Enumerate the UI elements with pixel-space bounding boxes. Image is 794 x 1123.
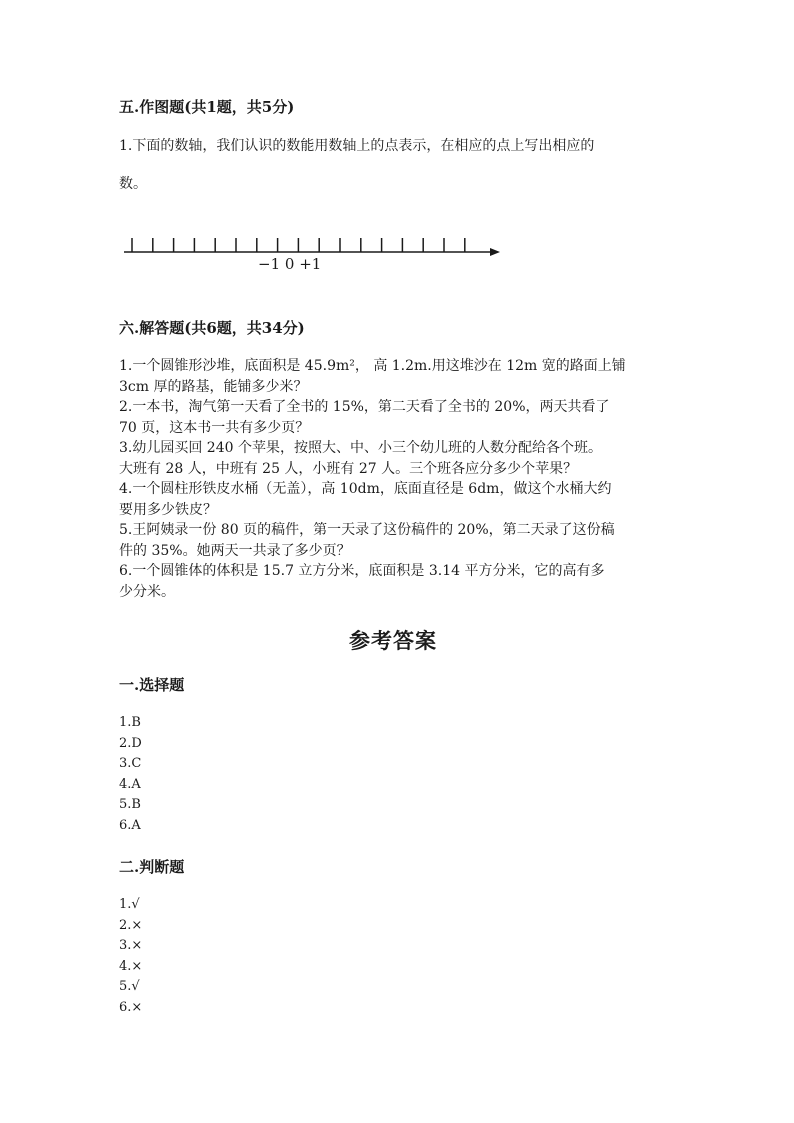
question-line: 5.王阿姨录一份 80 页的稿件，第一天录了这份稿件的 20%，第二天录了这份稿	[119, 522, 615, 538]
answers-section2-list	[119, 895, 142, 1018]
answer-item: 1.B	[119, 715, 141, 730]
answer-item: 5.B	[119, 797, 141, 812]
section6-question-list	[119, 356, 626, 602]
question-line: 3.幼儿园买回 240 个苹果，按照大、中、小三个幼儿班的人数分配给各个班。	[119, 440, 602, 456]
answers-section2-title: 二.判断题	[119, 858, 185, 876]
section5-title: 五.作图题(共1题，共5分)	[119, 98, 295, 116]
section5-question-line2: 数。	[119, 176, 147, 192]
question-line: 3cm 厚的路基，能铺多少米？	[119, 378, 308, 395]
number-line-labels: −1 0 +1	[258, 255, 322, 273]
answer-item: 6.×	[119, 999, 143, 1015]
question-line: 70 页，这本书一共有多少页？	[119, 419, 310, 436]
answers-title: 参考答案	[349, 628, 437, 653]
answer-item: 4.A	[119, 776, 141, 792]
number-line-ticks	[132, 238, 465, 252]
question-line: 6.一个圆锥体的体积是 15.7 立方分米，底面积是 3.14 平方分米，它的高有多	[119, 563, 605, 579]
answer-item: 1.√	[119, 897, 140, 912]
answers-section1-list	[119, 713, 142, 836]
question-line: 少分米。	[119, 583, 175, 600]
answer-item: 3.×	[119, 938, 143, 953]
answer-item: 6.A	[119, 817, 141, 833]
number-line-arrow	[490, 248, 500, 256]
section5-question-line1: 1.下面的数轴，我们认识的数能用数轴上的点表示，在相应的点上写出相应的	[119, 138, 595, 154]
answer-item: 4.×	[119, 958, 143, 974]
answer-item: 5.√	[119, 979, 140, 994]
section6-title: 六.解答题(共6题，共34分)	[119, 319, 305, 337]
answer-item: 2.D	[119, 735, 142, 751]
question-line: 大班有 28 人，中班有 25 人，小班有 27 人。三个班各应分多少个苹果？	[119, 460, 578, 477]
number-line	[118, 230, 508, 284]
question-line: 1.一个圆锥形沙堆，底面积是 45.9m²， 高 1.2m.用这堆沙在 12m 宽的路面上铺	[119, 358, 626, 374]
answer-item: 2.×	[119, 917, 143, 933]
question-line: 4.一个圆柱形铁皮水桶（无盖），高 10dm，底面直径是 6dm，做这个水桶大约	[119, 481, 612, 497]
answers-section1-title: 一.选择题	[119, 676, 185, 694]
answer-item: 3.C	[119, 756, 142, 771]
question-line: 要用多少铁皮？	[119, 501, 217, 518]
question-line: 件的 35%。她两天一共录了多少页？	[119, 542, 351, 559]
question-line: 2.一本书，淘气第一天看了全书的 15%，第二天看了全书的 20%，两天共看了	[119, 399, 610, 415]
